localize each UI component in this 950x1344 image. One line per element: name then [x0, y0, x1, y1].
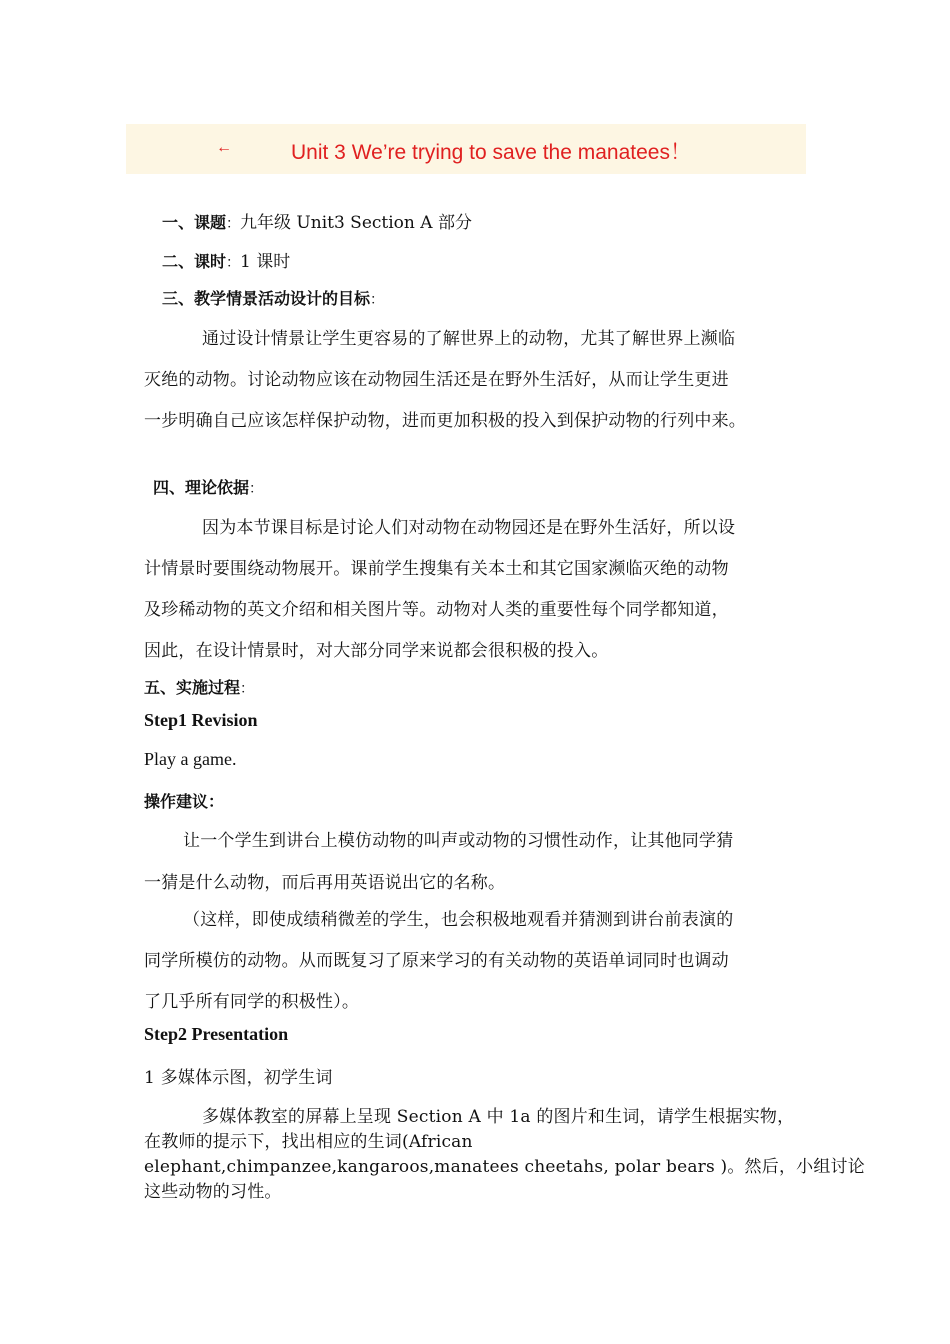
- title-banner: [126, 124, 806, 174]
- suggestion-line: 一猜是什么动物，而后再用英语说出它的名称。: [144, 873, 506, 893]
- presentation-line: 在教师的提示下，找出相应的生词(African: [144, 1132, 473, 1152]
- section-process-label: 五、实施过程: [144, 678, 241, 697]
- section-topic-label: 一、课题: [162, 213, 227, 232]
- section-theory-heading: 四、理论依据：: [153, 478, 264, 497]
- suggestion-label: 操作建议：: [144, 792, 225, 811]
- section-period-value: 1 课时: [240, 252, 291, 272]
- section-theory-label: 四、理论依据: [153, 478, 250, 497]
- section-period-label: 二、课时: [162, 252, 227, 271]
- suggestion-heading: [144, 789, 224, 812]
- note-line: 同学所模仿的动物。从而既复习了原来学习的有关动物的英语单词同时也调动: [144, 951, 729, 971]
- back-arrow-icon[interactable]: ←: [216, 139, 232, 156]
- presentation-item-1: 1 多媒体示图，初学生词: [144, 1068, 333, 1088]
- step1-heading: Step1 Revision: [144, 710, 258, 730]
- section-period: 二、课时：1 课时: [162, 252, 291, 272]
- goals-line: 灭绝的动物。讨论动物应该在动物园生活还是在野外生活好，从而让学生更进: [144, 370, 729, 390]
- section-goals-heading: 三、教学情景活动设计的目标：: [162, 289, 385, 308]
- section-process-heading: 五、实施过程：: [144, 678, 255, 697]
- note-line: （这样，即使成绩稍微差的学生，也会积极地观看并猜测到讲台前表演的: [183, 910, 734, 930]
- step2-heading: Step2 Presentation: [144, 1024, 289, 1044]
- presentation-line: 多媒体教室的屏幕上呈现 Section A 中 1a 的图片和生词，请学生根据实物，: [202, 1107, 795, 1127]
- theory-line: 及珍稀动物的英文介绍和相关图片等。动物对人类的重要性每个同学都知道，: [144, 600, 729, 620]
- suggestion-line: 让一个学生到讲台上模仿动物的叫声或动物的习惯性动作，让其他同学猜: [183, 831, 734, 851]
- theory-line: 因此，在设计情景时，对大部分同学来说都会很积极的投入。: [144, 641, 609, 661]
- goals-line: 一步明确自己应该怎样保护动物，进而更加积极的投入到保护动物的行列中来。: [144, 411, 746, 431]
- note-line: 了几乎所有同学的积极性）。: [144, 992, 360, 1012]
- theory-line: 因为本节课目标是讨论人们对动物在动物园还是在野外生活好，所以设: [202, 518, 736, 538]
- presentation-line: elephant,chimpanzee,kangaroos,manatees cheetahs, polar bears )。然后，小组讨论: [144, 1157, 865, 1177]
- unit-title: Unit 3 We’re trying to save the manatees！: [291, 141, 691, 164]
- goals-line: 通过设计情景让学生更容易的了解世界上的动物，尤其了解世界上濒临: [202, 329, 736, 349]
- section-goals-label: 三、教学情景活动设计的目标: [162, 289, 371, 308]
- section-topic: 一、课题：九年级 Unit3 Section A 部分: [162, 213, 472, 233]
- presentation-line: 这些动物的习性。: [144, 1182, 282, 1202]
- play-game-text: Play a game.: [144, 749, 237, 769]
- section-topic-value: 九年级 Unit3 Section A 部分: [240, 213, 472, 233]
- theory-line: 计情景时要围绕动物展开。课前学生搜集有关本土和其它国家濒临灭绝的动物: [144, 559, 729, 579]
